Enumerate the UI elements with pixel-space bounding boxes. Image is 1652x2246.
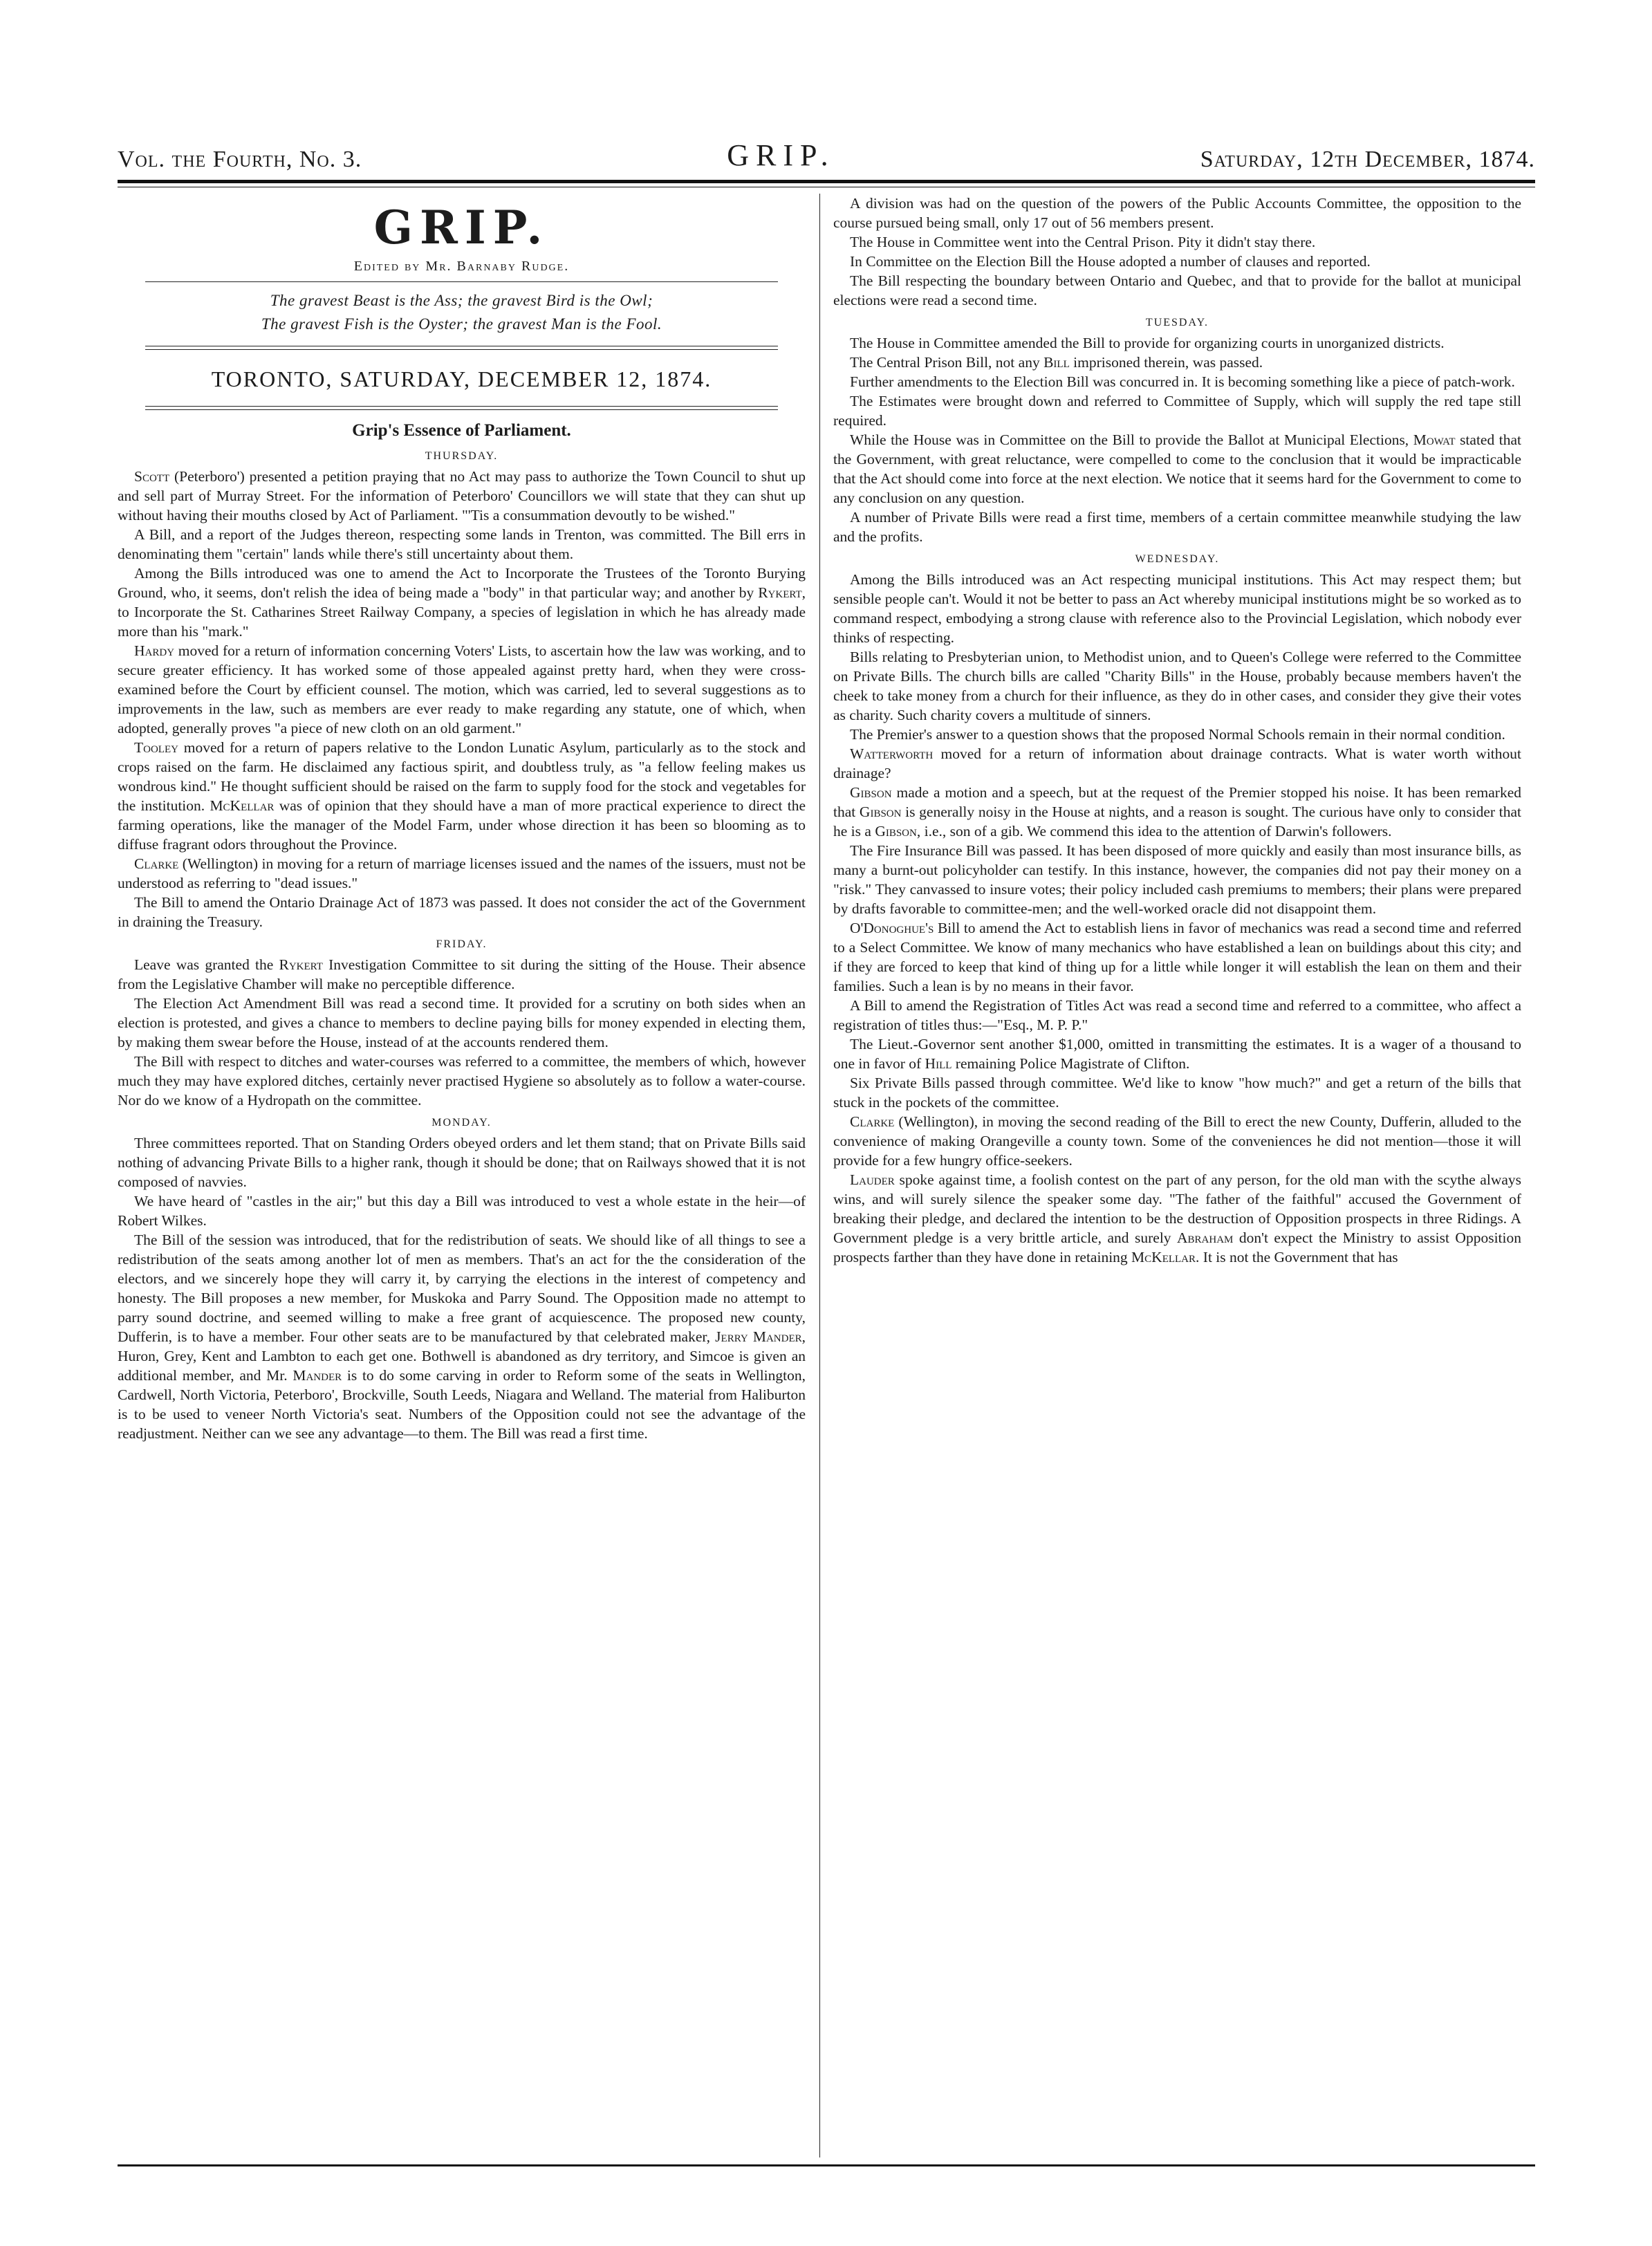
paragraph: Three committees reported. That on Standing Orders obeyed orders and let them stand; that on Private Bills said nothing of advancing Private Bills to a higher rank, though it should be done; that on Railways showed that it is not composed of navvies.	[118, 1135, 806, 1190]
article-title: Grip's Essence of Parliament.	[352, 421, 571, 440]
member-name: Clarke	[134, 855, 179, 872]
paragraph: O'Donoghue's Bill to amend the Act to establish liens in favor of mechanics was read a second time and referred to a Select Committee. We know of many mechanics who have established a lean on buildings about this city; and if they are forced to keep that kind of thing up for a little while longer it will establish the lean on them and their families. Such a lean is by no means in their favor.	[833, 920, 1521, 994]
member-name: Abraham	[1177, 1229, 1234, 1246]
member-name: Mander	[293, 1367, 342, 1384]
paragraph: A number of Private Bills were read a first time, members of a certain committee meanwhile studying the law and the profits.	[833, 509, 1521, 545]
newspaper-page	[118, 111, 1535, 2171]
paragraph-continued: The Bill of the session was introduced, that for the redistribution of seats. We should like of all things to see a redistribution of the seats among another lot of men as members. That's an act for the the consideration of the electors, and we sincerely hope they will carry it, by carrying the elections in the interest of competency and honesty. The Bill proposes a new member, for Muskoka and Parry Sound. The Opposition made no attempt to parry sound doctrine, and seemed willing to make a free grant of acquiescence. The proposed new county, Dufferin, is to have a member. Four other seats are to be manufactured by that celebrated maker, Jerry Mander, Huron, Grey, Kent and Lambton to each get one. Bothwell is abandoned as dry territory, and Simcoe is given an additional member, and Mr. Mander is to do some carving in order to Reform some of the seats in Wellington, Cardwell, North Victoria, Peterboro', Brockville, South Leeds, Niagara and Welland. The material from Haliburton is to be used to veneer North Victoria's seat. Numbers of the Opposition could not see the advantage of the readjustment. Neither can we see any advantage—to them. The Bill was read a first time.	[118, 1232, 806, 1442]
paragraph: Further amendments to the Election Bill was concurred in. It is becoming something like a piece of patch-work.	[850, 373, 1515, 390]
paragraph: Six Private Bills passed through committee. We'd like to know "how much?" and get a return of the bills that stuck in the pockets of the committee.	[833, 1075, 1521, 1111]
dateline-rule	[145, 406, 778, 410]
paragraph: The Central Prison Bill, not any Bill imprisoned therein, was passed.	[850, 354, 1263, 371]
paragraph: Gibson made a motion and a speech, but at the request of the Premier stopped his noise. It has been remarked that Gibson is generally noisy in the House at nights, and a reason is sought. The curious have only to consider that he is a Gibson, i.e., son of a gib. We commend this idea to the attention of Darwin's followers.	[833, 784, 1521, 839]
paragraph: Bills relating to Presbyterian union, to Methodist union, and to Queen's College were referred to the Committee on Private Bills. The church bills are called "Charity Bills" in the House, probably because members haven't the cheek to take money from a church for their influence, as they do in other cases, and consider they give their votes as charity. Such charity covers a multitude of sinners.	[833, 649, 1521, 723]
member-name: Watterworth	[850, 745, 934, 762]
member-name: O'Donoghue's	[850, 920, 934, 936]
footer-rule	[118, 2164, 1535, 2166]
paragraph: Clarke (Wellington) in moving for a return of marriage licenses issued and the names of the issuers, must not be understood as referring to "dead issues."	[118, 855, 806, 891]
member-name: Gibson	[859, 804, 902, 820]
paragraph: The Election Act Amendment Bill was read a second time. It provided for a scrutiny on both sides when an election is protested, and gives a chance to members to decline paying bills for money expended in electing them, by making them swear before the House, instead of at the accounts rendered them.	[118, 995, 806, 1050]
page-header	[118, 111, 1535, 173]
paragraph: The Bill to amend the Ontario Drainage Act of 1873 was passed. It does not consider the act of the Government in draining the Treasury.	[118, 894, 806, 930]
paragraph: Lauder spoke against time, a foolish contest on the part of any person, for the old man with the scythe always wins, and will surely silence the speaker some day. "The father of the faithful" accused the Government of breaking their pledge, and declared the intention to be the destruction of Opposition prospects in three Ridings. A Government pledge is a very brittle article, and surely Abraham don't expect the Ministry to assist Opposition prospects farther than they have done in retaining McKellar. It is not the Government that has	[833, 1171, 1521, 1265]
member-name: McKellar	[1131, 1249, 1196, 1265]
member-name: Gibson	[875, 823, 917, 839]
paragraph: A division was had on the question of the powers of the Public Accounts Committee, the opposition to the course pursued being small, only 17 out of 56 members present.	[833, 195, 1521, 231]
member-name: Gibson	[850, 784, 892, 801]
motto-line-1: The gravest Beast is the Ass; the gravest Bird is the Owl;	[270, 292, 653, 309]
motto-line-2: The gravest Fish is the Oyster; the gravest Man is the Fool.	[261, 315, 662, 333]
paragraph: The Premier's answer to a question shows that the proposed Normal Schools remain in their normal condition.	[850, 726, 1505, 743]
left-column	[118, 194, 806, 2157]
paragraph: A Bill, and a report of the Judges thereon, respecting some lands in Trenton, was committed. The Bill errs in denominating them "certain" lands while there's still uncertainty about them.	[118, 526, 806, 562]
day-heading-friday: FRIDAY.	[436, 938, 488, 950]
member-name: Jerry Mander	[715, 1328, 802, 1345]
day-heading-thursday: THURSDAY.	[425, 450, 499, 462]
member-name: Hardy	[134, 642, 175, 659]
day-heading-wednesday: WEDNESDAY.	[1135, 553, 1220, 565]
paragraph: Among the Bills introduced was one to amend the Act to Incorporate the Trustees of the Toronto Burying Ground, who, it seems, don't relish the idea of being made a "body" in that particular way; and another by Rykert, to Incorporate the St. Catharines Street Railway Company, a species of legislation in which he has already made more than his "mark."	[118, 565, 806, 640]
member-name: Bill	[1043, 354, 1070, 371]
dateline: TORONTO, SATURDAY, DECEMBER 12, 1874.	[211, 366, 712, 391]
member-name: McKellar	[210, 797, 275, 814]
member-name: Hill	[925, 1055, 952, 1072]
volume-number: Vol. the Fourth, No. 3.	[118, 147, 362, 172]
paragraph: Watterworth moved for a return of information about drainage contracts. What is water worth without drainage?	[833, 745, 1521, 781]
paragraph: The House in Committee went into the Central Prison. Pity it didn't stay there.	[850, 234, 1316, 250]
paragraph: Scott (Peterboro') presented a petition praying that no Act may pass to authorize the Town Council to shut up and sell part of Murray Street. For the information of Peterboro' Councillors we will state that they can shut up without having their mouths closed by Act of Parliament. "'Tis a consummation devoutly to be wished."	[118, 468, 806, 523]
paragraph: Leave was granted the Rykert Investigation Committee to sit during the sitting of the House. Their absence from the Legislative Chamber will make no perceptible difference.	[118, 956, 806, 992]
paragraph: The Bill with respect to ditches and water-courses was referred to a committee, the members of which, however much they may have explored ditches, certainly never practised Hygiene so absolutely as to follow a water-course. Nor do we know of a Hydropath on the committee.	[118, 1053, 806, 1108]
paragraph: A Bill to amend the Registration of Titles Act was read a second time and referred to a committee, who affect a registration of titles thus:—"Esq., M. P. P."	[833, 997, 1521, 1033]
day-heading-monday: MONDAY.	[431, 1117, 492, 1129]
motto-rule	[145, 346, 778, 350]
paragraph: The House in Committee amended the Bill to provide for organizing courts in unorganized districts.	[850, 335, 1445, 351]
member-name: Mowat	[1413, 431, 1456, 448]
masthead	[118, 201, 806, 275]
paragraph: The Bill respecting the boundary between Ontario and Quebec, and that to provide for the ballot at municipal elections were read a second time.	[833, 272, 1521, 308]
masthead-title: GRIP.	[373, 201, 550, 254]
header-rule-thick	[118, 180, 1535, 183]
issue-date: Saturday, 12th December, 1874.	[1200, 147, 1535, 172]
paragraph: Among the Bills introduced was an Act respecting municipal institutions. This Act may respect them; but sensible people can't. Would it not be better to pass an Act whereby municipal institutions might be so worked as to command respect, embodying a strong clause with reference also to the Provincial Legislation, which nobody ever thinks of respecting.	[833, 571, 1521, 646]
masthead-rule	[145, 281, 778, 282]
masthead-editor: Edited by Mr. Barnaby Rudge.	[353, 259, 570, 274]
paragraph: Hardy moved for a return of information concerning Voters' Lists, to ascertain how the law was working, and to secure greater efficiency. It has worked some of those appealed against pretty hard, when they were cross-examined before the Court by efficient counsel. The motion, which was carried, led to several suggestions as to improvements in the law, such as members are ever ready to make regarding any statute, one of which, when adopted, generally proves "a piece of new cloth on an old garment."	[118, 642, 806, 736]
paragraph: Clarke (Wellington), in moving the second reading of the Bill to erect the new County, Dufferin, alluded to the convenience of making Orangeville a county town. Some of the conveniences he did not mention—those it will provide for a few hungry office-seekers.	[833, 1113, 1521, 1169]
running-title: GRIP.	[727, 138, 835, 172]
member-name: Clarke	[850, 1113, 895, 1130]
paragraph: While the House was in Committee on the Bill to provide the Ballot at Municipal Elections, Mowat stated that the Government, with great reluctance, were compelled to come to the conclusion that it would be impracticable that the Act should come into force at the next election. We notice that it seems hard for the Government to come to any conclusion on any question.	[833, 431, 1521, 506]
member-name: Rykert	[758, 584, 802, 601]
paragraph: In Committee on the Election Bill the House adopted a number of clauses and reported.	[850, 253, 1371, 270]
paragraph: We have heard of "castles in the air;" but this day a Bill was introduced to vest a whole estate in the heir—of Robert Wilkes.	[118, 1193, 806, 1229]
paragraph: The Lieut.-Governor sent another $1,000, omitted in transmitting the estimates. It is a wager of a thousand to one in favor of Hill remaining Police Magistrate of Clifton.	[833, 1036, 1521, 1072]
paragraph: Tooley moved for a return of papers relative to the London Lunatic Asylum, particularly as to the stock and crops raised on the farm. He disclaimed any factious spirit, and doubtless truly, as "a fellow feeling makes us wondrous kind." He thought sufficient should be raised on the farm to supply food for the stock and vegetables for the institution. McKellar was of opinion that they should have a man of more practical experience to direct the farming operations, like the manager of the Model Farm, under whose direction it has been so blooming as to diffuse fragrant odors throughout the Province.	[118, 739, 806, 853]
member-name: Rykert	[279, 956, 323, 973]
paragraph: The Estimates were brought down and referred to Committee of Supply, which will supply the red tape still required.	[833, 393, 1521, 429]
member-name: Tooley	[134, 739, 178, 756]
member-name: Lauder	[850, 1171, 895, 1188]
right-column	[833, 194, 1521, 2157]
day-heading-tuesday: TUESDAY.	[1145, 317, 1209, 328]
member-name: Scott	[134, 468, 170, 485]
paragraph: The Fire Insurance Bill was passed. It has been disposed of more quickly and easily than most insurance bills, as many a burnt-out policyholder can testify. In this instance, however, the companies did not pay their money on a "risk." They canvassed to insure votes; their policy included cash premiums to members; their plans were prepared by drafts favorable to committee-men; and the well-worked oracle did not disappoint them.	[833, 842, 1521, 917]
column-divider	[819, 194, 820, 2157]
